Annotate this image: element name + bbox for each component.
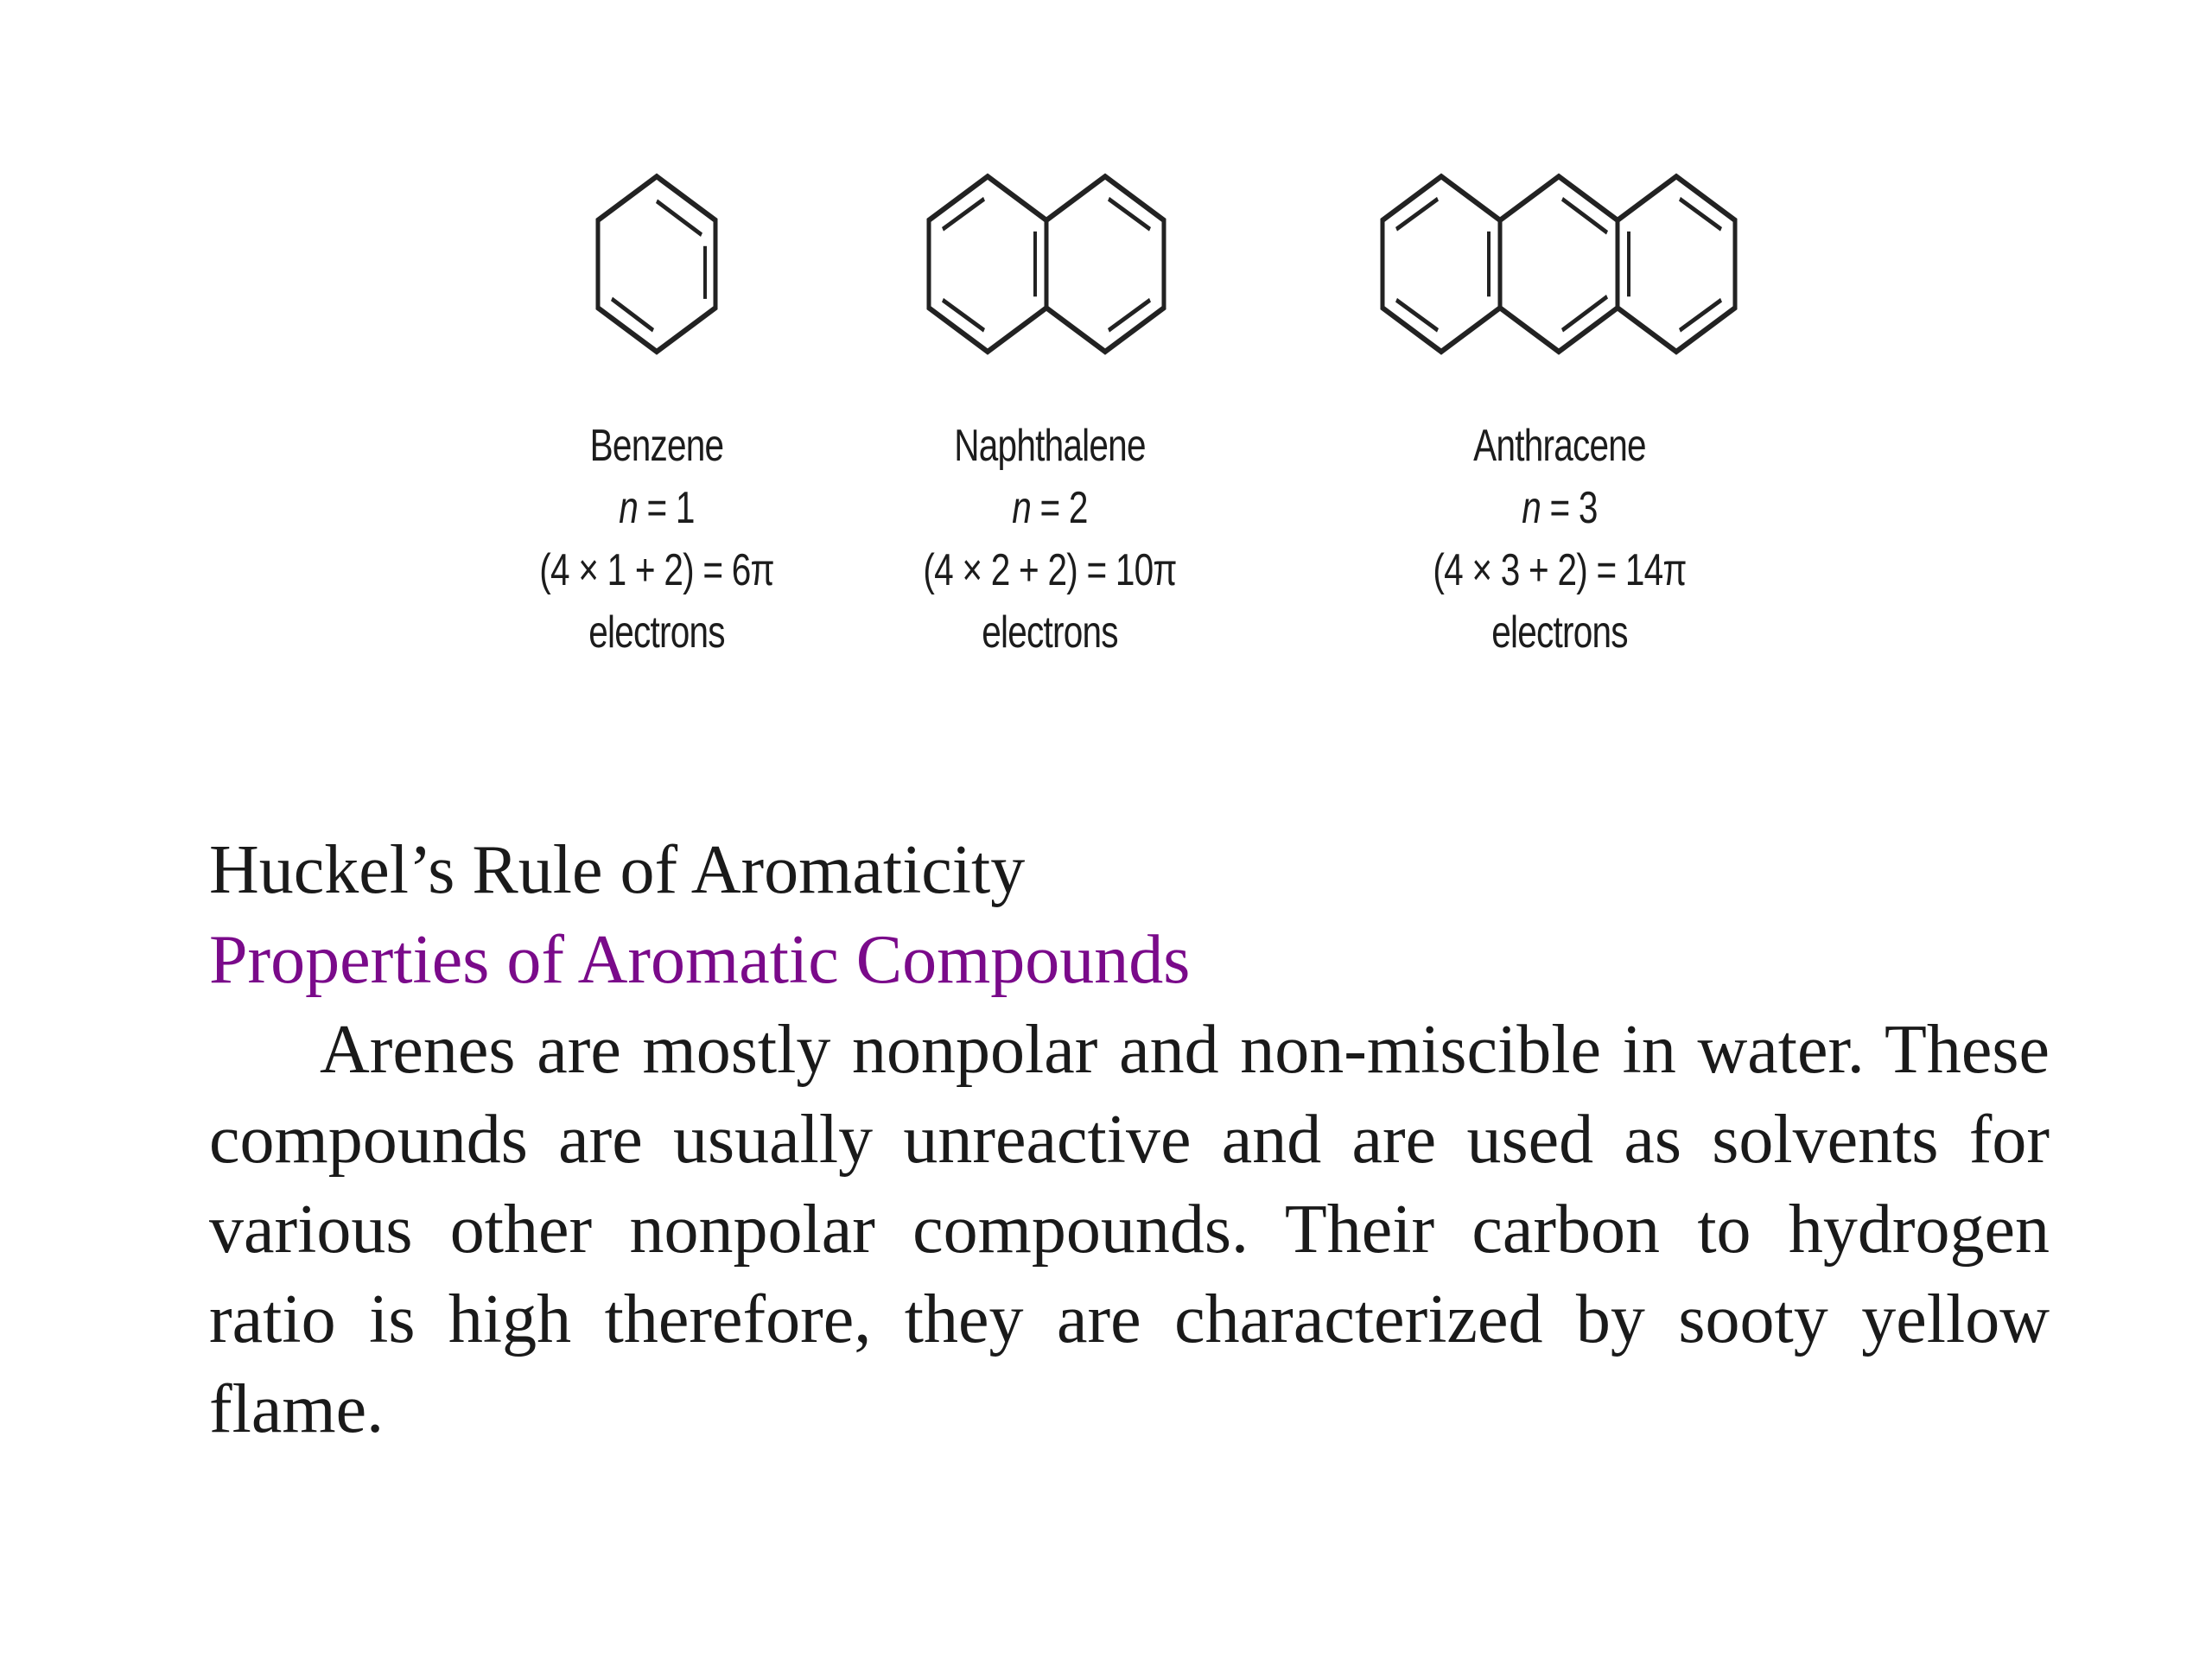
benzene-name: Benzene (589, 421, 724, 471)
anthracene-name: Anthracene (1473, 421, 1646, 471)
anthracene-structure (1374, 156, 1745, 397)
benzene-structure (588, 156, 726, 397)
benzene-electrons: electrons (588, 607, 725, 658)
benzene-n-value: n = 1 (619, 483, 695, 533)
section-heading: Huckel’s Rule of Aromaticity (209, 832, 1026, 908)
naphthalene-name: Naphthalene (954, 421, 1146, 471)
naphthalene-n-value: n = 2 (1012, 483, 1088, 533)
benzene-formula: (4 × 1 + 2) = 6π (539, 545, 774, 595)
anthracene-n-value: n = 3 (1522, 483, 1598, 533)
anthracene-formula: (4 × 3 + 2) = 14π (1433, 545, 1687, 595)
naphthalene-caption (861, 415, 1239, 664)
naphthalene-electrons: electrons (982, 607, 1118, 658)
benzene-caption (468, 415, 846, 664)
aromatic-compounds-figure (0, 0, 2212, 743)
anthracene-caption (1371, 415, 1749, 664)
section-subheading: Properties of Aromatic Compounds (209, 922, 1191, 998)
body-paragraph: Arenes are mostly nonpolar and non-miscible in water. These compounds are usually unreactive and are used as solvents for various other nonpolar compounds. Their carbon to hydrogen ratio is high therefore, they are characterized by sooty yellow flame. (209, 1012, 2050, 1447)
naphthalene-formula: (4 × 2 + 2) = 10π (923, 545, 1177, 595)
anthracene-electrons: electrons (1491, 607, 1628, 658)
text-block (209, 825, 2050, 1454)
naphthalene-structure (920, 156, 1179, 397)
